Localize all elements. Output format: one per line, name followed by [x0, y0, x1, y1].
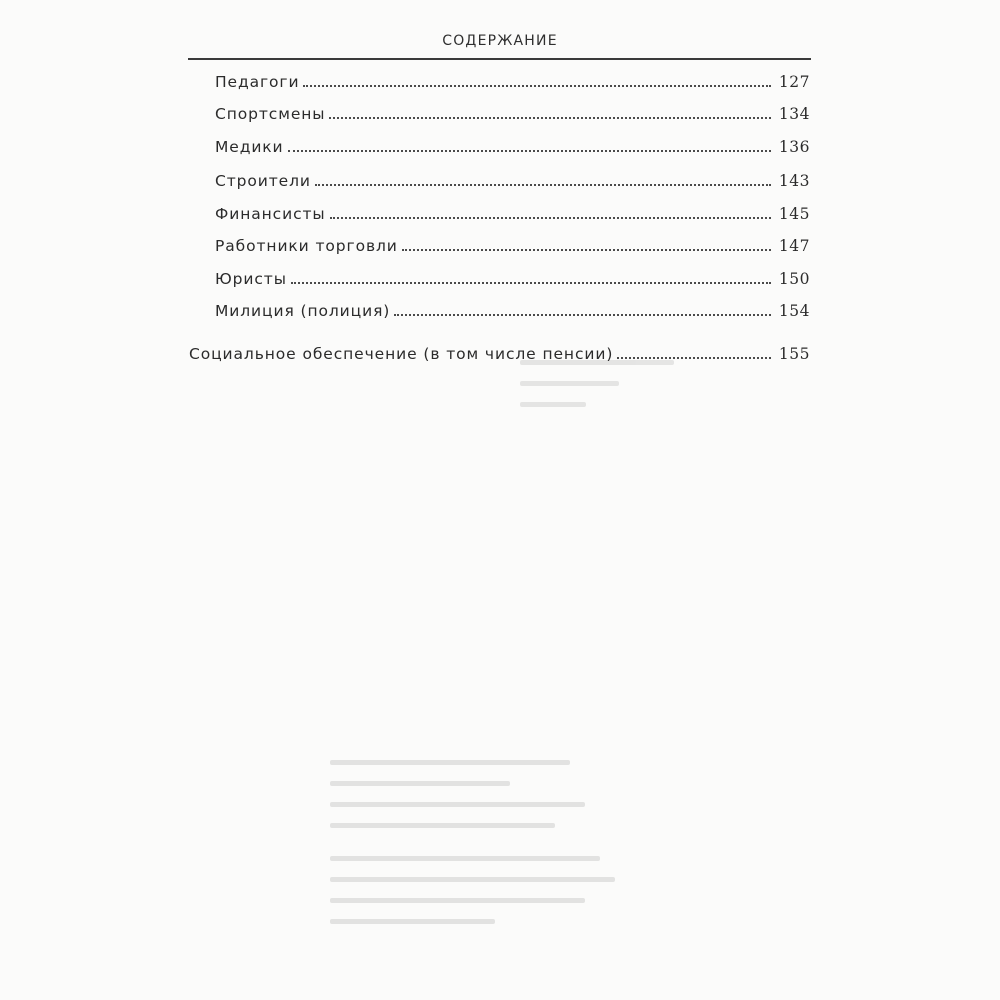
toc-dot-leader — [330, 217, 771, 219]
toc-dot-leader — [402, 249, 771, 251]
toc-entry-title: Строители — [215, 172, 311, 190]
toc-entry-title: Милиция (полиция) — [215, 302, 391, 320]
toc-entry-title: Финансисты — [215, 205, 326, 223]
toc-page-number: 154 — [778, 302, 810, 320]
toc-page-number: 136 — [778, 138, 810, 156]
toc-dot-leader — [617, 357, 771, 359]
toc-page-number: 145 — [778, 205, 810, 223]
toc-dot-leader — [291, 282, 771, 284]
toc-entry-title: Работники торговли — [215, 237, 398, 255]
toc-entry — [215, 105, 810, 123]
toc-page-number: 155 — [778, 345, 810, 363]
toc-dot-leader — [288, 150, 771, 152]
toc-page-number: 134 — [778, 105, 810, 123]
toc-section — [189, 345, 810, 363]
toc-entry-title: Медики — [215, 138, 284, 156]
head-rule — [188, 58, 811, 60]
toc-page-number: 147 — [778, 237, 810, 255]
toc-entry — [215, 302, 810, 320]
toc-entry — [215, 237, 810, 255]
toc-section-title: Социальное обеспечение (в том числе пенсии) — [189, 345, 614, 363]
toc-entry — [215, 205, 810, 223]
toc-page-number: 150 — [778, 270, 810, 288]
toc-entry — [215, 138, 810, 156]
toc-entry — [215, 270, 810, 288]
toc-dot-leader — [394, 314, 771, 316]
toc-entry-title: Юристы — [215, 270, 287, 288]
toc-entry-title: Спортсмены — [215, 105, 326, 123]
toc-page-number: 127 — [778, 73, 810, 91]
toc-entry-title: Педагоги — [215, 73, 300, 91]
toc-entry — [215, 172, 810, 190]
toc-entry — [215, 73, 810, 91]
toc-dot-leader — [303, 85, 770, 87]
toc-dot-leader — [315, 184, 771, 186]
show-through-imprint — [330, 760, 630, 990]
toc-dot-leader — [329, 117, 770, 119]
running-head: СОДЕРЖАНИЕ — [442, 33, 558, 49]
show-through-text — [520, 360, 740, 460]
toc-page-number: 143 — [778, 172, 810, 190]
